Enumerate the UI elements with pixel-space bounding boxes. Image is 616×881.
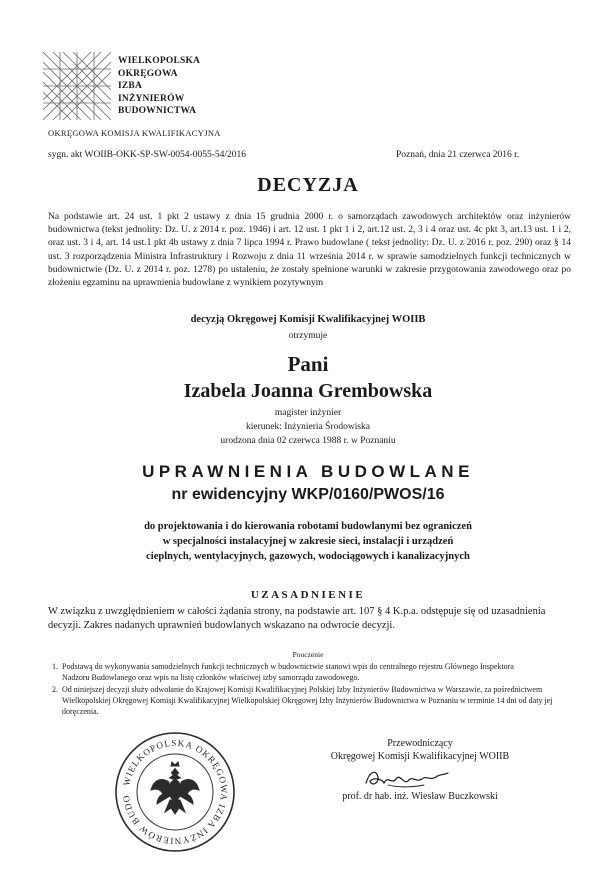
receives-label: otrzymuje: [288, 331, 328, 341]
seal-ring-text: WIELKOPOLSKA OKRĘGOWA IZBA INŻYNIERÓW BUDO: [120, 737, 230, 847]
legal-basis: Na podstawie art. 24 ust. 1 pkt 2 ustawy z dnia 15 grudnia 2000 r. o samorządach zawodowych architektów oraz inżynierów budownictwa (tekst jednolity: Dz. U. z 2014 r. poz. 1946) i art. 12 ust. 1 pkt 1 i 2, art.12 ust. 2, 3 i 4 oraz ust. 4c pkt 3, art.13 ust. 1 i 2, oraz ust. 3 i 4, art. 14 ust.1 pkt 4b ustawy z dnia 7 lipca 1994 r. Prawo budowlane ( tekst jednolity: Dz. U. z 2016 r. poz. 290) oraz § 14 ust. 3 rozporządzenia Ministra Infrastruktury i Rozwoju z dnia 11 września 2014 r. w sprawie samodzielnych funkcji technicznych w budownictwie (Dz. U. z 2014 r. poz. 1278) po ustaleniu, że zostały spełnione warunki w zakresie przygotowania zawodowego oraz po złożeniu egzaminu na uprawnienia budowlane z wynikiem pozytywnym: [48, 212, 571, 289]
org-line: OKRĘGOWA: [118, 68, 178, 79]
birth-info: urodzona dnia 02 czerwca 1988 r. w Poznaniu: [220, 436, 396, 446]
official-seal: [113, 730, 237, 854]
instruction-text: Od niniejszej decyzji służy odwołanie do Krajowej Komisji Kwalifikacyjnej Polskiej Izby Inżynierów Budownictwa w Warszawie, za pośrednictwem Wielkopolskiej Okręgowej Komisji Kwalifikacyjnej Wielkopolskiej Okręgowej Izby Inżynierów Budownictwa w Poznaniu w terminie 14 dni od daty jej doręczenia.: [62, 685, 553, 716]
org-line: WIELKOPOLSKA: [118, 56, 201, 66]
instruction-item: [52, 684, 577, 717]
org-line: IZBA: [118, 81, 143, 91]
instruction-number: 2.: [52, 685, 58, 694]
instruction-title: Pouczenie: [292, 650, 324, 659]
scope-line: cieplnych, wentylacyjnych, gazowych, wodociągowych i kanalizacyjnych: [146, 551, 470, 562]
reasoning-text: W związku z uwzględnieniem w całości żądania strony, na podstawie art. 107 § 4 K.p.a. odstępuje się od uzasadnienia decyzji. Zakres nadanych uprawnień budowlanych wskazano na odwrocie decyzji.: [48, 606, 546, 631]
place-date: Poznań, dnia 21 czerwca 2016 r.: [396, 150, 520, 160]
chamber-logo: [43, 52, 111, 120]
permission-title: UPRAWNIENIA BUDOWLANE: [142, 462, 474, 481]
eagle-emblem-icon: [151, 762, 199, 814]
academic-degree: magister inżynier: [274, 408, 342, 418]
decision-line: decyzją Okręgowej Komisji Kwalifikacyjnej WOIIB: [190, 314, 426, 325]
scope-line: w specjalności instalacyjnej w zakresie sieci, instalacji i urządzeń: [162, 536, 454, 547]
document-title: DECYZJA: [257, 174, 359, 196]
handwritten-signature: [360, 763, 460, 793]
organization-name: [118, 55, 200, 118]
salutation: Pani: [287, 352, 329, 376]
chair-body: Okręgowej Komisji Kwalifikacyjnej WOIIB: [330, 751, 510, 762]
commission-name: OKRĘGOWA KOMISJA KWALIFIKACYJNA: [48, 128, 221, 138]
org-line: INŻYNIERÓW: [118, 93, 185, 104]
registry-number: nr ewidencyjny WKP/0160/PWOS/16: [171, 486, 445, 503]
chair-title: Przewodniczący: [387, 738, 453, 749]
study-direction: kierunek: Inżynieria Środowiska: [246, 422, 370, 432]
instruction-item: [52, 661, 522, 683]
scope-line: do projektowania i do kierowania robotami budowlanymi bez ograniczeń: [144, 521, 472, 532]
instruction-number: 1.: [52, 662, 58, 671]
permission-scope: [0, 519, 616, 564]
case-reference: sygn. akt WOIIB-OKK-SP-SW-0054-0055-54/2016: [48, 150, 246, 160]
reasoning-title: UZASADNIENIE: [250, 589, 366, 601]
signer-name: prof. dr hab. inż. Wiesław Buczkowski: [342, 791, 498, 802]
org-line: BUDOWNICTWA: [118, 106, 197, 116]
recipient-name: Izabela Joanna Grembowska: [183, 380, 433, 402]
instruction-text: Podstawą do wykonywania samodzielnych funkcji technicznych w budownictwie stanowi wpis do centralnego rejestru Głównego Inspektora Nadzoru Budowlanego oraz wpis na listę członków właściwej izby samorządu zawodowego.: [62, 662, 514, 682]
